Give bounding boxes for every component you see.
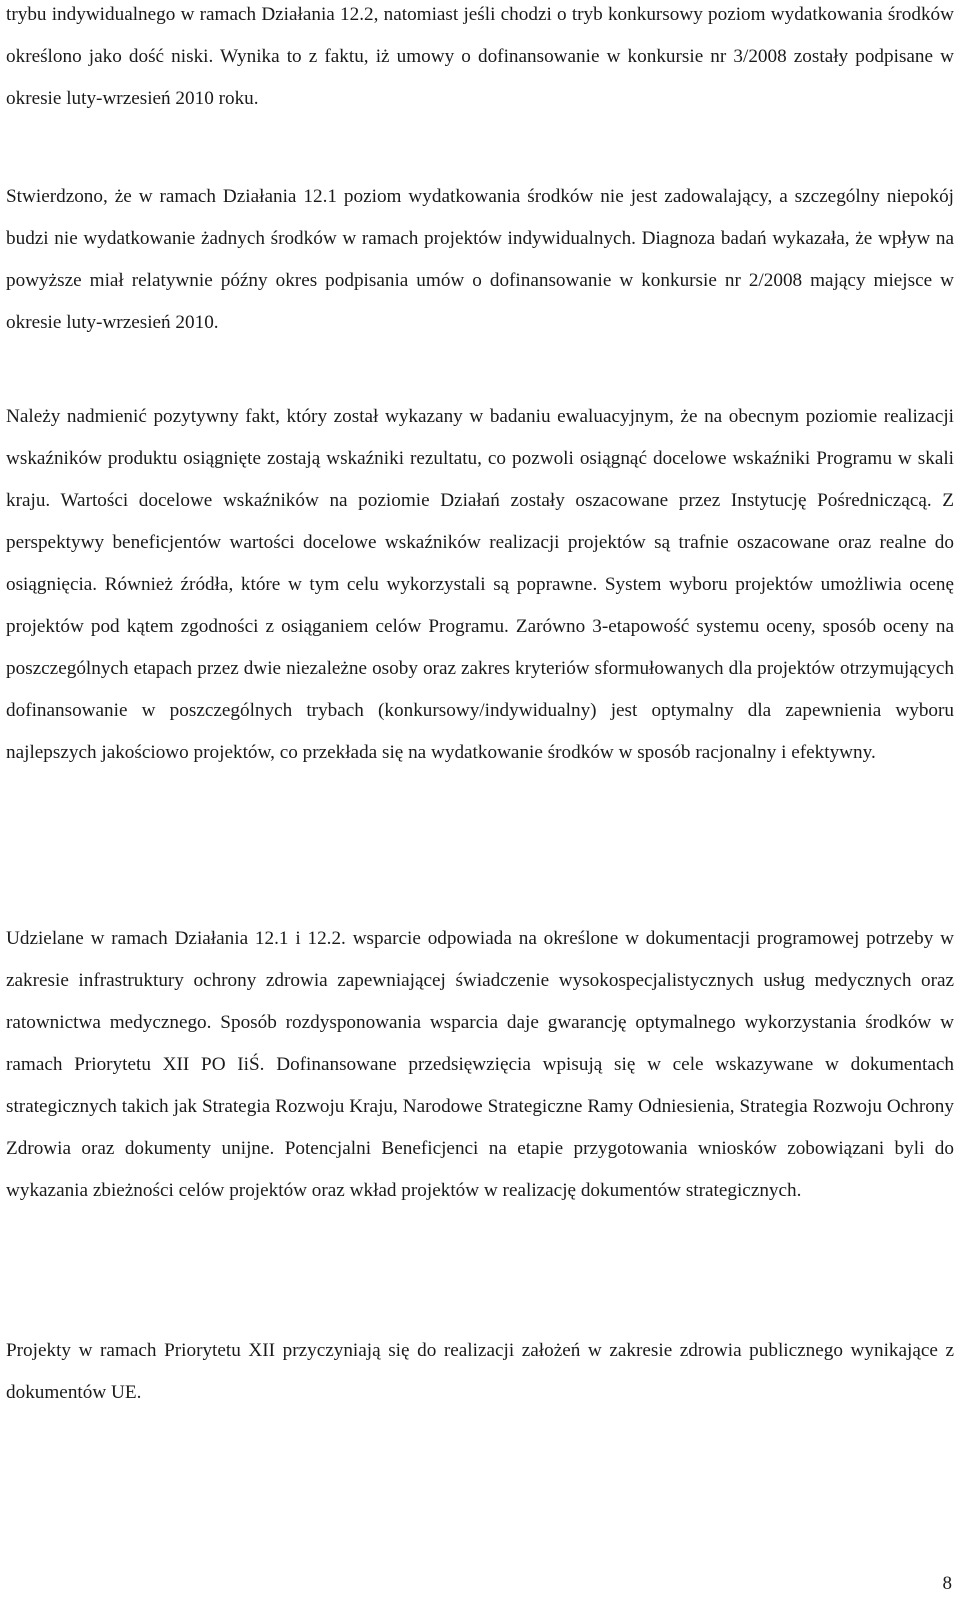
- paragraph-5: Projekty w ramach Priorytetu XII przyczyniają się do realizacji założeń w zakresie zdrowia publicznego wynikające z dokumentów UE.: [6, 1340, 954, 1403]
- paragraph-3: Należy nadmienić pozytywny fakt, który został wykazany w badaniu ewaluacyjnym, że na obecnym poziomie realizacji wskaźników produktu osiągnięte zostają wskaźniki rezultatu, co pozwoli osiągnąć docelowe wskaźniki Programu w skali kraju. Wartości docelowe wskaźników na poziomie Działań zostały oszacowane przez Instytucję Pośredniczącą. Z perspektywy beneficjentów wartości docelowe wskaźników realizacji projektów są trafnie oszacowane oraz realne do osiągnięcia. Również źródła, które w tym celu wykorzystali są poprawne. System wyboru projektów umożliwia ocenę projektów pod kątem zgodności z osiąganiem celów Programu. Zarówno 3-etapowość systemu oceny, sposób oceny na poszczególnych etapach przez dwie niezależne osoby oraz zakres kryteriów sformułowanych dla projektów otrzymujących dofinansowanie w poszczególnych trybach (konkursowy/indywidualny) jest optymalny dla zapewnienia wyboru najlepszych jakościowo projektów, co przekłada się na wydatkowanie środków w sposób racjonalny i efektywny.: [6, 406, 954, 763]
- paragraph-1: trybu indywidualnego w ramach Działania 12.2, natomiast jeśli chodzi o tryb konkursowy poziom wydatkowania środków określono jako dość niski. Wynika to z faktu, iż umowy o dofinansowanie w konkursie nr 3/2008 zostały podpisane w okresie luty-wrzesień 2010 roku.: [6, 4, 954, 109]
- paragraph-4: Udzielane w ramach Działania 12.1 i 12.2. wsparcie odpowiada na określone w dokumentacji programowej potrzeby w zakresie infrastruktury ochrony zdrowia zapewniającej świadczenie wysokospecjalistycznych usług medycznych oraz ratownictwa medycznego. Sposób rozdysponowania wsparcia daje gwarancję optymalnego wykorzystania środków w ramach Priorytetu XII PO IiŚ. Dofinansowane przedsięwzięcia wpisują się w cele wskazywane w dokumentach strategicznych takich jak Strategia Rozwoju Kraju, Narodowe Strategiczne Ramy Odniesienia, Strategia Rozwoju Ochrony Zdrowia oraz dokumenty unijne. Potencjalni Beneficjenci na etapie przygotowania wniosków zobowiązani byli do wykazania zbieżności celów projektów oraz wkład projektów w realizację dokumentów strategicznych.: [6, 928, 954, 1201]
- page-number: 8: [942, 1573, 952, 1594]
- paragraph-2: Stwierdzono, że w ramach Działania 12.1 poziom wydatkowania środków nie jest zadowalający, a szczególny niepokój budzi nie wydatkowanie żadnych środków w ramach projektów indywidualnych. Diagnoza badań wykazała, że wpływ na powyższe miał relatywnie późny okres podpisania umów o dofinansowanie w konkursie nr 2/2008 mający miejsce w okresie luty-wrzesień 2010.: [6, 186, 954, 333]
